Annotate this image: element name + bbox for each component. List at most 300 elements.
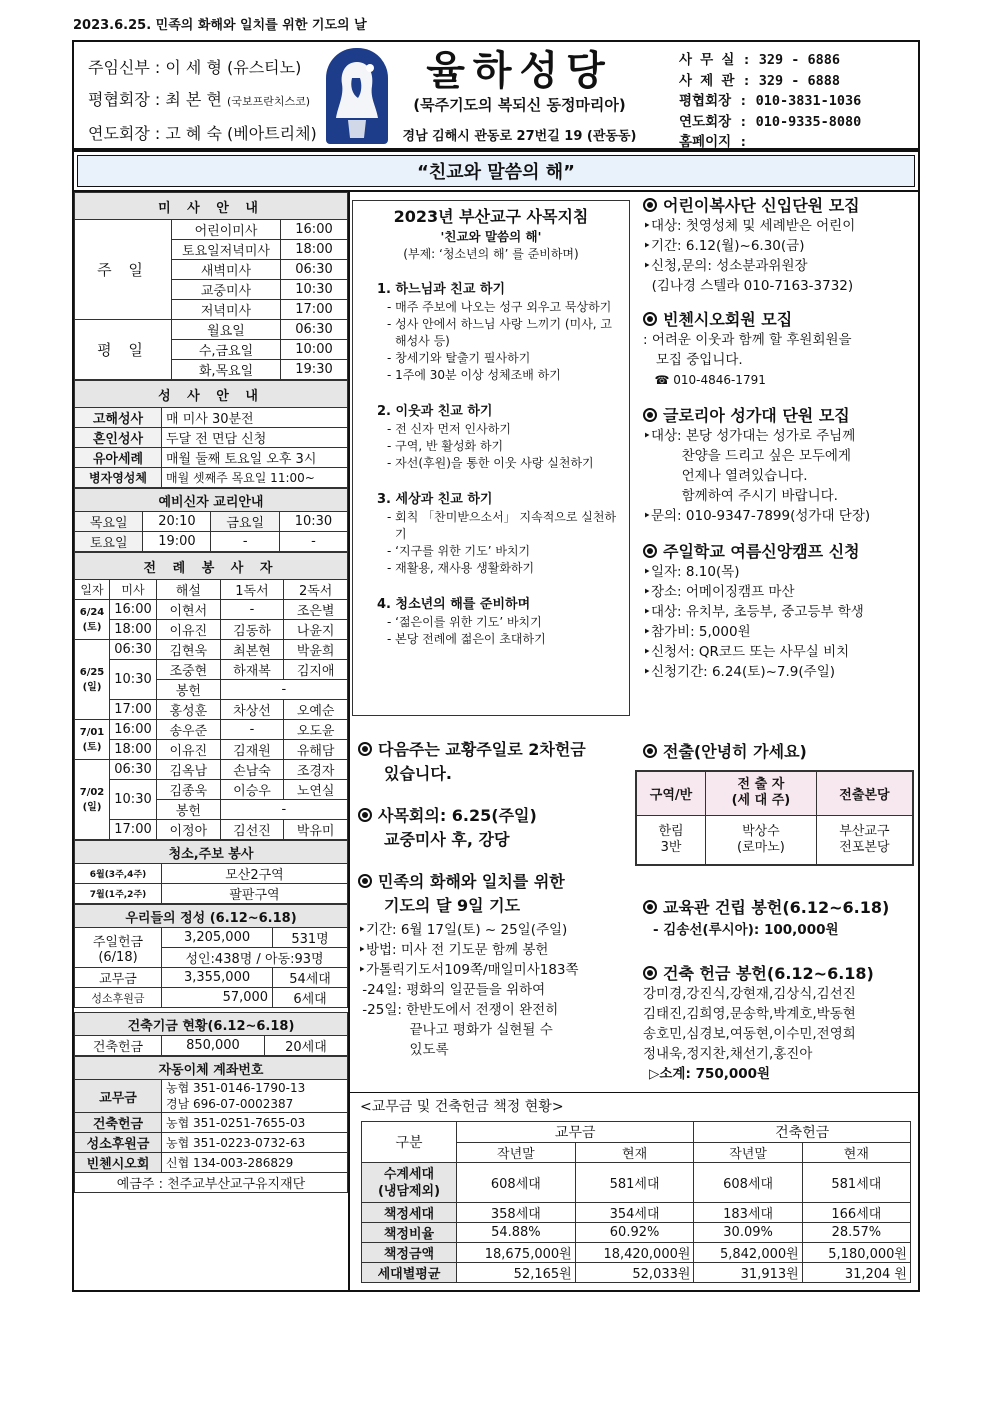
notice-building-offering (643, 964, 915, 1084)
servers-name: 조경자 (284, 760, 348, 780)
servers-header: 2독서 (284, 580, 348, 600)
servers-name: 조중현 (157, 660, 221, 680)
contact-homepage: 홈페이지 : (679, 132, 918, 173)
notice-line: 찬양을 드리고 싶은 모두에게 (643, 448, 851, 464)
cleaning-district: 팔판구역 (162, 884, 348, 904)
staff-label: 평협회장 : (88, 90, 166, 109)
pastoral-item: - 본당 전례에 젊은이 초대하기 (387, 632, 546, 646)
staff-baptism: (유스티노) (227, 58, 302, 77)
assessment-cell: 354세대 (575, 1203, 694, 1223)
servers-name: 김동하 (220, 620, 284, 640)
staff-label: 주임신부 : (88, 58, 166, 77)
pastoral-item: - 전 신자 먼저 인사하기 (387, 422, 511, 436)
farewell-table (635, 770, 914, 866)
account-number: 신협 134-003-286829 (162, 1153, 348, 1173)
assessment-cell: 166세대 (802, 1203, 910, 1223)
assessment-header: 구분 (362, 1122, 457, 1163)
assessment-label: 책정금액 (362, 1243, 457, 1263)
sacrament-desc: 매 미사 30분전 (162, 408, 348, 428)
account-number: 농협 351-0223-0732-63 (162, 1133, 348, 1153)
assessment-header: 교무금 (457, 1122, 694, 1143)
sacrament-name: 고해성사 (75, 408, 162, 428)
assessment-cell: 183세대 (694, 1203, 802, 1223)
assessment-subheader: 작년말 (694, 1143, 802, 1163)
cleaning-week: 6월(3주,4주) (75, 864, 162, 884)
pastoral-item: - 1주에 30분 이상 성체조배 하기 (387, 368, 561, 382)
mass-name: 어린이미사 (172, 220, 281, 240)
servers-name: - (220, 720, 284, 740)
servers-name: 박윤희 (284, 640, 348, 660)
mass-time: 06:30 (281, 320, 348, 340)
assessment-cell: 52,165원 (457, 1263, 576, 1283)
contact-value: 010-9335-8080 (755, 113, 862, 130)
notice-title: 있습니다. (384, 764, 452, 783)
notice-line: : 어려운 이웃과 함께 할 후원회원을 (643, 332, 852, 348)
notices-mid (358, 740, 638, 1060)
notice-line: 언제나 열려있습니다. (643, 468, 808, 484)
servers-title: 전 례 봉 사 자 (75, 553, 348, 580)
assessment-cell: 30.09% (694, 1223, 802, 1243)
pastoral-item: - 성사 안에서 하느님 사랑 느끼기 (미사, 고해성사 등) (387, 317, 613, 348)
servers-name: 김지애 (284, 660, 348, 680)
table-row (75, 700, 348, 720)
table-row (75, 820, 348, 840)
table-row (75, 720, 348, 740)
servers-name: 하재복 (220, 660, 284, 680)
mary-silhouette-icon (326, 48, 388, 144)
catechumen-table (74, 488, 348, 552)
catechumen-day: - (211, 532, 279, 552)
contact-value: 010-3831-1036 (755, 93, 862, 109)
mass-name: 토요일저녁미사 (172, 240, 281, 260)
sacrament-name: 병자영성체 (75, 468, 162, 488)
building-fund-count: 20세대 (264, 1036, 347, 1056)
weekday-label: 평 일 (75, 320, 172, 380)
church-address: 경남 김해시 관동로 27번길 19 (관동동) (402, 129, 637, 144)
catechumen-title: 예비신자 교리안내 (75, 489, 348, 512)
notice-line: 끝나고 평화가 실현될 수 (358, 1022, 553, 1038)
mass-name: 교중미사 (172, 280, 281, 300)
farewell-header: 전 출 자 (세 대 주) (706, 771, 817, 815)
notice-second-collection (358, 740, 638, 784)
assessment-title: <교무금 및 건축헌금 책정 현황> (360, 1099, 564, 1115)
servers-offertory: 봉헌 (157, 680, 221, 700)
servers-header: 해설 (157, 580, 221, 600)
staff-label: 연도회장 : (88, 124, 166, 143)
notice-title: 빈첸시오회원 모집 (663, 310, 793, 329)
staff-baptism: (국보프란치스코) (227, 95, 310, 108)
table-row (75, 760, 348, 780)
assessment-subheader: 작년말 (457, 1143, 576, 1163)
bullet-circle-icon (643, 544, 657, 558)
notice-title: 어린이복사단 신입단원 모집 (663, 196, 860, 215)
servers-name: 손남숙 (220, 760, 284, 780)
contact-label: 사 제 관 (679, 72, 735, 89)
contact-value: 329 - 6888 (758, 72, 841, 89)
cleaning-table (74, 840, 348, 904)
mass-name: 저녁미사 (172, 300, 281, 320)
catechumen-day: 목요일 (75, 512, 143, 532)
staff-council (88, 84, 317, 118)
servers-date: 6/24 (토) (75, 600, 110, 640)
farewell-cell: 한림 3반 (636, 815, 706, 865)
catechumen-time: 10:30 (279, 512, 347, 532)
servers-name: 유해담 (284, 740, 348, 760)
notice-line: ‣기간: 6.12(월)~6.30(금) (643, 238, 805, 254)
assessment-cell: 5,842,000원 (694, 1243, 802, 1263)
servers-name: 노연실 (284, 780, 348, 800)
pastoral-heading: 1. 하느님과 친교 하기 (377, 282, 506, 297)
servers-name: 이유진 (157, 620, 221, 640)
contact-council: 평협회장 : 010-3831-1036 (679, 93, 862, 109)
assessment-cell: 18,675,000원 (457, 1243, 576, 1263)
assessment-cell: 608세대 (694, 1163, 802, 1203)
cleaning-week: 7월(1주,2주) (75, 884, 162, 904)
notice-line: - 김송선(루시아): 100,000원 (653, 922, 839, 938)
mass-time: 19:30 (281, 360, 348, 380)
bullet-circle-icon (643, 900, 657, 914)
servers-name: 조은별 (284, 600, 348, 620)
notice-title: 교육관 건립 봉헌(6.12~6.18) (663, 898, 890, 917)
bullet-circle-icon (643, 966, 657, 980)
notice-line: -25일: 한반도에서 전쟁이 완전히 (358, 1002, 559, 1018)
donor-names: 김태진,김희영,문송학,박계호,박동현 (643, 1006, 856, 1022)
mass-time: 18:00 (281, 240, 348, 260)
mass-time: 10:30 (281, 280, 348, 300)
notice-line: ‣문의: 010-9347-7899(성가대 단장) (643, 508, 871, 524)
servers-mass: 18:00 (110, 740, 157, 760)
mass-name: 수,금요일 (172, 340, 281, 360)
servers-offertory: 봉헌 (157, 800, 221, 820)
table-row (75, 740, 348, 760)
pastoral-heading: 2. 이웃과 친교 하기 (377, 404, 493, 419)
assessment-cell: 31,913원 (694, 1263, 802, 1283)
notice-line: ‣신청,문의: 성소분과위원장 (643, 258, 808, 274)
servers-name: 차상선 (220, 700, 284, 720)
servers-mass: 18:00 (110, 620, 157, 640)
offering-label: 성소후원금 (75, 988, 162, 1008)
servers-mass: 10:30 (110, 660, 157, 700)
donor-names: 송호민,심경보,여동현,이수민,전영희 (643, 1026, 856, 1042)
mass-name: 월요일 (172, 320, 281, 340)
pastoral-subtitle2: (부제: ‘청소년의 해’ 를 준비하며) (403, 247, 579, 261)
sacrament-desc: 매월 셋째주 목요일 11:00~ (162, 468, 348, 488)
notice-title: 주일학교 여름신앙캠프 신청 (663, 542, 860, 561)
offering-count: 54세대 (273, 968, 348, 988)
sacrament-desc: 두달 전 면담 신청 (162, 428, 348, 448)
sacrament-title: 성 사 안 내 (75, 381, 348, 408)
catechumen-time: 19:00 (143, 532, 211, 552)
table-row (75, 600, 348, 620)
notice-line: ‣대상: 유치부, 초등부, 중고등부 학생 (643, 604, 864, 620)
contact-label: 평협회장 (679, 93, 732, 109)
offering-sunday-label: 주일헌금 (6/18) (75, 928, 162, 968)
offering-label: 교무금 (75, 968, 162, 988)
servers-name: - (220, 800, 347, 820)
servers-mass: 10:30 (110, 780, 157, 820)
notice-line: 있도록 (358, 1042, 449, 1058)
pastoral-item: - ‘지구를 위한 기도’ 바치기 (387, 544, 531, 558)
offering-title: 우리들의 정성 (6.12~6.18) (75, 905, 348, 928)
accounts-title: 자동이체 계좌번호 (75, 1057, 348, 1080)
notice-line: 함께하여 주시기 바랍니다. (643, 488, 838, 504)
notice-line: ‣일자: 8.10(목) (643, 564, 740, 580)
servers-mass: 16:00 (110, 600, 157, 620)
contact-office: 사 무 실 : 329 - 6886 (679, 52, 841, 68)
table-row (362, 1263, 911, 1283)
sacrament-name: 혼인성사 (75, 428, 162, 448)
sunday-label: 주 일 (75, 220, 172, 320)
servers-name: 김선진 (220, 820, 284, 840)
mass-time: 06:30 (281, 260, 348, 280)
servers-name: 김재원 (220, 740, 284, 760)
staff-name: 고 혜 숙 (165, 124, 222, 143)
servers-header: 미사 (110, 580, 157, 600)
account-number: 농협 351-0146-1790-13 경남 696-07-0002387 (162, 1080, 348, 1113)
pastoral-title: 2023년 부산교구 사목지침 (393, 207, 589, 226)
notice-prayer (358, 872, 638, 1060)
servers-name: 오예순 (284, 700, 348, 720)
catechumen-time: 20:10 (143, 512, 211, 532)
left-column (72, 192, 350, 1292)
servers-name: 이유진 (157, 740, 221, 760)
account-name: 건축헌금 (75, 1113, 162, 1133)
mass-name: 화,목요일 (172, 360, 281, 380)
servers-header: 일자 (75, 580, 110, 600)
catechumen-time: - (279, 532, 347, 552)
assessment-cell: 54.88% (457, 1223, 576, 1243)
servers-name: 이현서 (157, 600, 221, 620)
farewell-header: 전출본당 (816, 771, 913, 815)
assessment-label: 책정비율 (362, 1223, 457, 1243)
notice-choir (643, 406, 915, 526)
contact-rectory: 사 제 관 : 329 - 6888 (679, 72, 841, 89)
bullet-circle-icon (358, 742, 372, 756)
pastoral-item: - 재활용, 재사용 생활화하기 (387, 561, 535, 575)
servers-name: 나윤지 (284, 620, 348, 640)
notice-title: 사목회의: 6.25(주일) (378, 806, 537, 825)
notice-summer-camp (643, 542, 915, 682)
notice-title: 다음주는 교황주일로 2차헌금 (378, 740, 586, 759)
sacrament-desc: 매월 둘째 토요일 오후 3시 (162, 448, 348, 468)
servers-name: 김현욱 (157, 640, 221, 660)
cleaning-title: 청소,주보 봉사 (75, 841, 348, 864)
servers-name: 김옥남 (157, 760, 221, 780)
pastoral-item: - 자선(후원)을 통한 이웃 사랑 실천하기 (387, 456, 594, 470)
assessment-cell: 28.57% (802, 1223, 910, 1243)
table-row (75, 660, 348, 680)
notice-title: 글로리아 성가대 단원 모집 (663, 406, 850, 425)
church-logo (326, 48, 388, 144)
pastoral-heading: 3. 세상과 친교 하기 (377, 492, 493, 507)
notice-line: -24일: 평화의 일꾼들을 위하여 (358, 982, 546, 998)
sacrament-name: 유아세례 (75, 448, 162, 468)
notice-line: 모집 중입니다. (643, 352, 743, 368)
servers-mass: 06:30 (110, 640, 157, 660)
contact-label: 연도회장 (679, 113, 732, 130)
offering-detail: 성인:438명 / 아동:93명 (162, 948, 348, 968)
mass-time: 10:00 (281, 340, 348, 360)
servers-name: 이정아 (157, 820, 221, 840)
farewell-cell: 박상수 (로마노) (706, 815, 817, 865)
servers-name: 홍성훈 (157, 700, 221, 720)
servers-mass: 06:30 (110, 760, 157, 780)
account-name: 성소후원금 (75, 1133, 162, 1153)
notice-title: 건축 헌금 봉헌(6.12~6.18) (663, 964, 874, 983)
church-patron: (묵주기도의 복되신 동정마리아) (413, 96, 626, 114)
staff-pastor (88, 52, 317, 84)
offering-table (74, 904, 348, 1008)
table-row (362, 1203, 911, 1223)
bullet-circle-icon (643, 198, 657, 212)
account-number: 농협 351-0251-7655-03 (162, 1113, 348, 1133)
notice-pastoral-meeting (358, 806, 638, 850)
servers-name: - (220, 600, 284, 620)
contact-label: 사 무 실 (679, 52, 735, 68)
table-row (75, 620, 348, 640)
assessment-cell: 5,180,000원 (802, 1243, 910, 1263)
pastoral-item: - 구역, 반 활성화 하기 (387, 439, 504, 453)
servers-mass: 17:00 (110, 700, 157, 720)
pastoral-item: - 창세기와 탈출기 필사하기 (387, 351, 531, 365)
offering-amount: 3,355,000 (162, 968, 273, 988)
notice-line: ‣대상: 본당 성가대는 성가로 주님께 (643, 428, 856, 444)
dateline: 2023.6.25. 민족의 화해와 일치를 위한 기도의 날 (73, 18, 367, 33)
offering-count: 531명 (273, 928, 348, 948)
staff-name: 이 세 형 (165, 58, 222, 77)
assessment-cell: 581세대 (575, 1163, 694, 1203)
pastoral-subtitle: '친교와 말씀의 해' (440, 229, 542, 244)
assessment-label: 책정세대 (362, 1203, 457, 1223)
assessment-cell: 18,420,000원 (575, 1243, 694, 1263)
notice-line: ‣참가비: 5,000원 (643, 624, 751, 640)
table-row (362, 1223, 911, 1243)
pastoral-item: - ‘젊은이를 위한 기도’ 바치기 (387, 615, 542, 629)
table-row (75, 780, 348, 800)
catechumen-day: 토요일 (75, 532, 143, 552)
notice-title: 전출(안녕히 가세요) (663, 742, 807, 761)
assessment-cell: 52,033원 (575, 1263, 694, 1283)
servers-mass: 17:00 (110, 820, 157, 840)
servers-header: 1독서 (220, 580, 284, 600)
building-fund-title: 건축기금 현황(6.12~6.18) (75, 1013, 348, 1036)
table-row (362, 1243, 911, 1263)
mass-title: 미 사 안 내 (75, 193, 348, 220)
notice-phone: ☎ 010-4846-1791 (643, 373, 766, 387)
offering-amount: 3,205,000 (162, 928, 273, 948)
donation-total: ▷소계: 750,000원 (649, 1066, 771, 1082)
header-staff (88, 52, 317, 150)
theme-banner (72, 150, 920, 192)
contact-yeondo: 연도회장 : 010-9335-8080 (679, 113, 862, 130)
assessment-subheader: 현재 (802, 1143, 910, 1163)
pastoral-guidelines (352, 200, 630, 716)
account-holder: 예금주 : 천주교부산교구유지재단 (75, 1173, 348, 1193)
contact-label: 홈페이지 (679, 134, 732, 150)
offering-count: 6세대 (273, 988, 348, 1008)
accounts-table (74, 1056, 348, 1193)
servers-date: 7/01 (토) (75, 720, 110, 760)
bullet-circle-icon (358, 808, 372, 822)
notices-right (643, 196, 915, 682)
notice-line: ‣신청서: QR코드 또는 사무실 비치 (643, 644, 850, 660)
servers-name: 송우준 (157, 720, 221, 740)
assessment-label: 수계세대 (냉담제외) (362, 1163, 457, 1203)
table-row (75, 640, 348, 660)
building-fund-label: 건축헌금 (75, 1036, 162, 1056)
assessment-table (361, 1121, 911, 1283)
notice-line: ‣신청기간: 6.24(토)~7.9(주일) (643, 664, 835, 680)
donor-names: 강미경,강진식,강현재,김상식,김선진 (643, 986, 856, 1002)
servers-date: 6/25 (일) (75, 640, 110, 720)
church-name: 율하성당 (426, 48, 613, 94)
notice-farewell (643, 742, 915, 762)
servers-mass: 16:00 (110, 720, 157, 740)
offering-amount: 57,000 (162, 988, 273, 1008)
header (72, 40, 920, 150)
building-fund-table (74, 1012, 348, 1056)
servers-date: 7/02 (일) (75, 760, 110, 840)
servers-table (74, 552, 348, 840)
notice-line: ‣가톨릭기도서109쪽/매일미사183쪽 (358, 962, 579, 978)
notice-line: ‣방법: 미사 전 기도문 함께 봉헌 (358, 942, 549, 958)
bullet-circle-icon (643, 312, 657, 326)
servers-name: 김종욱 (157, 780, 221, 800)
servers-name: 이승우 (220, 780, 284, 800)
notice-title: 기도의 달 9일 기도 (384, 896, 521, 915)
catechumen-day: 금요일 (211, 512, 279, 532)
mass-time: 17:00 (281, 300, 348, 320)
contact-value: 329 - 6886 (758, 52, 841, 68)
sacrament-table (74, 380, 348, 488)
staff-yeondo (88, 118, 317, 150)
assessment-subheader: 현재 (575, 1143, 694, 1163)
assessment-cell: 358세대 (457, 1203, 576, 1223)
staff-name: 최 본 현 (165, 90, 222, 109)
assessment-cell: 60.92% (575, 1223, 694, 1243)
assessment-label: 세대별평균 (362, 1263, 457, 1283)
church-title (392, 48, 647, 144)
staff-baptism: (베아트리체) (227, 124, 317, 143)
servers-name: 오도윤 (284, 720, 348, 740)
notice-line: ‣대상: 첫영성체 및 세례받은 어린이 (643, 218, 856, 234)
assessment-cell: 608세대 (457, 1163, 576, 1203)
account-name: 교무금 (75, 1080, 162, 1113)
theme-title: “친교와 말씀의 해” (77, 155, 915, 187)
servers-name: - (220, 680, 347, 700)
pastoral-heading: 4. 청소년의 해를 준비하며 (377, 597, 531, 612)
notice-altar-servers (643, 196, 915, 296)
table-row (362, 1163, 911, 1203)
mass-name: 새벽미사 (172, 260, 281, 280)
notice-vincent (643, 310, 915, 390)
notice-title: 교중미사 후, 강당 (384, 830, 510, 849)
notice-title: 민족의 화해와 일치를 위한 (378, 872, 565, 891)
notice-line: ‣장소: 어메이징캠프 마산 (643, 584, 795, 600)
bullet-circle-icon (643, 744, 657, 758)
pastoral-item: - 회칙 「찬미받으소서」 지속적으로 실천하기 (387, 510, 617, 541)
notice-education-fund (643, 898, 915, 940)
notice-line: ‣기간: 6월 17일(토) ~ 25일(주일) (358, 922, 568, 938)
mass-time: 16:00 (281, 220, 348, 240)
servers-name: 최본현 (220, 640, 284, 660)
donor-names: 정내욱,정지찬,채선기,홍진아 (643, 1046, 813, 1062)
bullet-circle-icon (358, 874, 372, 888)
cleaning-district: 모산2구역 (162, 864, 348, 884)
divider (350, 1092, 920, 1093)
farewell-cell: 부산교구 전포본당 (816, 815, 913, 865)
assessment-cell: 31,204 원 (802, 1263, 910, 1283)
